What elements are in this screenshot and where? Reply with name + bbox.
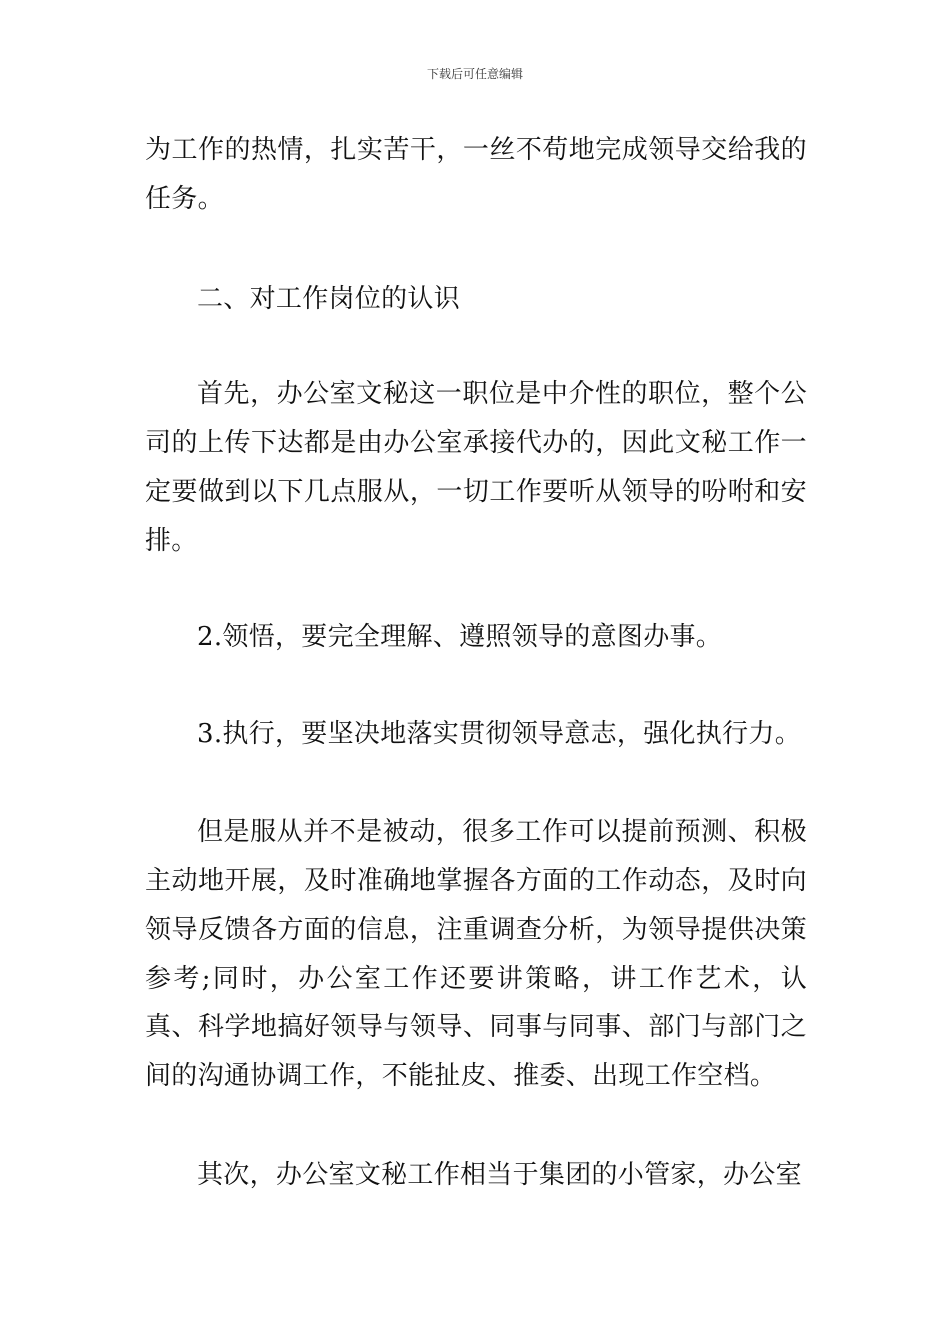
list-item-2: 2.领悟，要完全理解、遵照领导的意图办事。	[197, 621, 723, 652]
page-header: 下载后可任意编辑	[426, 67, 523, 81]
paragraph-second: 其次，办公室文秘工作相当于集团的小管家，办公室	[197, 1159, 802, 1190]
paragraph-continuation: 为工作的热情，扎实苦干，一丝不苟地完成领导交给我的任务。	[145, 135, 807, 214]
section-heading: 二、对工作岗位的认识	[197, 283, 461, 314]
paragraph-first: 首先，办公室文秘这一职位是中介性的职位，整个公司的上传下达都是由办公室承接代办的，因此文秘工作一定要做到以下几点服从，一切工作要听从领导的吩咐和安排。	[145, 379, 807, 556]
list-item-3: 3.执行，要坚决地落实贯彻领导意志，强化执行力。	[197, 719, 802, 750]
document-body	[145, 126, 807, 1200]
paragraph-obedience: 但是服从并不是被动，很多工作可以提前预测、积极主动地开展，及时准确地掌握各方面的工作动态，及时向领导反馈各方面的信息，注重调查分析，为领导提供决策参考;同时，办公室工作还要讲策略，讲工作艺术，认真、科学地搞好领导与领导、同事与同事、部门与部门之间的沟通协调工作，不能扯皮、推委、出现工作空档。	[145, 817, 807, 1092]
